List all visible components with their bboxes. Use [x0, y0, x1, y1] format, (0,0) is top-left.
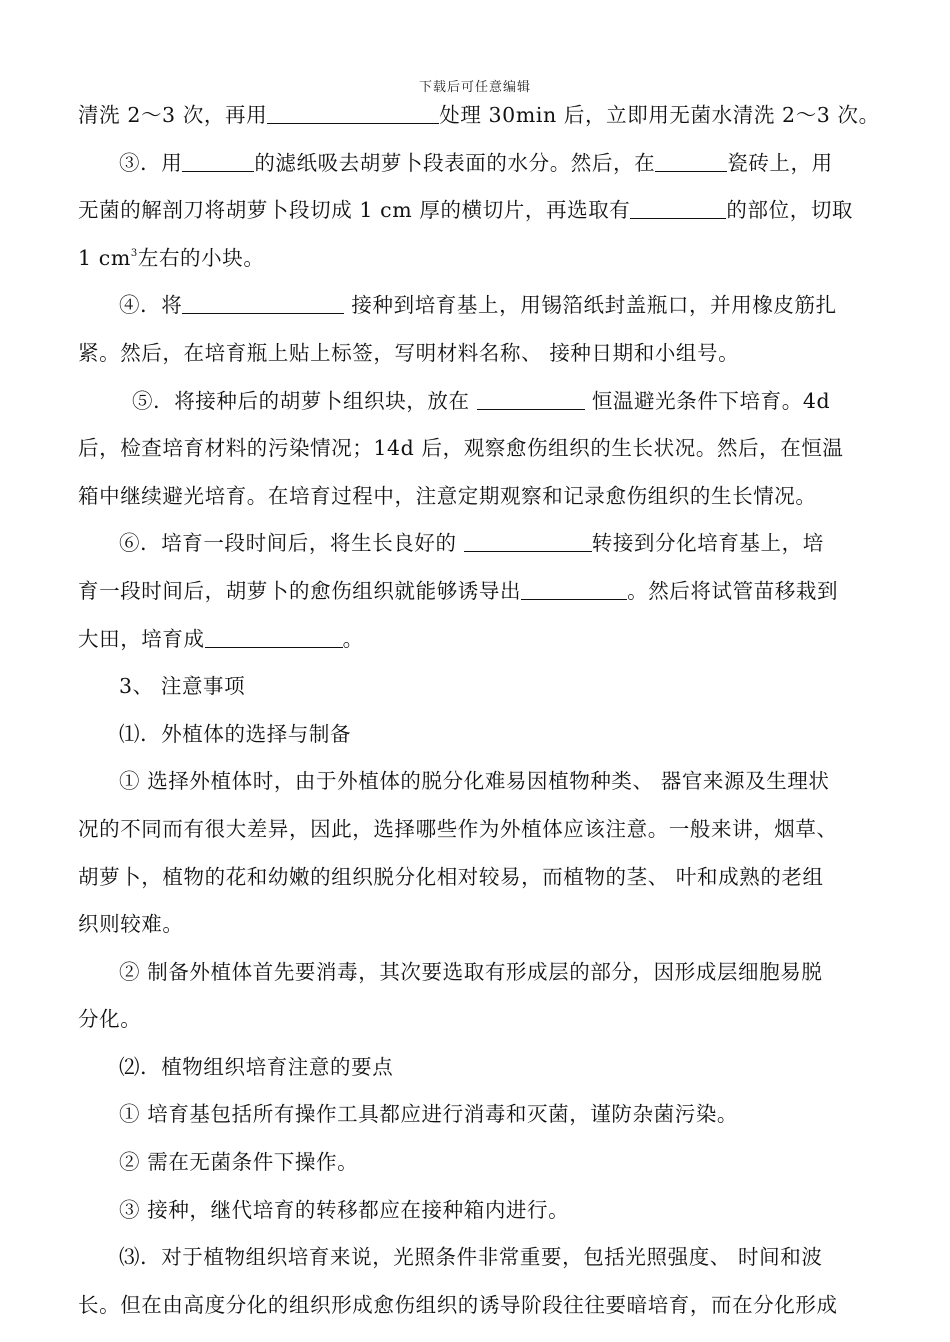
paragraph-line: 织则较难。: [78, 912, 184, 937]
text-run: 紧。然后，在培育瓶上贴上标签，写明材料名称、 接种日期和小组号。: [78, 340, 740, 365]
subsection-heading: ⑵．植物组织培育注意的要点: [119, 1054, 394, 1079]
text-run: 恒温避光条件下培育。4d: [584, 388, 831, 413]
list-item: ③ 接种，继代培育的转移都应在接种箱内进行。: [119, 1197, 570, 1222]
superscript: 3: [130, 247, 138, 259]
step3-line-1: [78, 140, 874, 188]
paragraph-line: 分化。: [78, 1007, 142, 1032]
step4-line-1: [78, 282, 874, 330]
fill-blank[interactable]: [267, 103, 439, 124]
text-run: 。: [342, 626, 364, 651]
step6-line-2: [78, 568, 874, 616]
subsection-heading: ⑴．外植体的选择与制备: [119, 721, 352, 746]
step4-line-2: [78, 330, 874, 378]
step3-line-3: [78, 235, 874, 283]
step6-line-3: [78, 616, 874, 664]
text-run: 无菌的解剖刀将胡萝卜段切成 1 cm 厚的横切片，再选取有: [78, 198, 631, 223]
paragraph-line: 长。但在由高度分化的组织形成愈伤组织的诱导阶段往往要暗培育，而在分化形成: [78, 1292, 838, 1317]
step6-line-1: [78, 520, 874, 568]
paragraph-line: ② 制备外植体首先要消毒，其次要选取有形成层的部分，因形成层细胞易脱: [119, 959, 823, 984]
step3-line-2: [78, 187, 874, 235]
text-run: 的部位，切取: [726, 198, 854, 223]
step5-line-2: [78, 425, 874, 473]
text-run: 瓷砖上，用: [727, 150, 833, 175]
text-run: 。然后将试管苗移栽到: [627, 578, 839, 603]
text-run: 育一段时间后，胡萝卜的愈伤组织就能够诱导出: [78, 578, 522, 603]
text-run: 的滤纸吸去胡萝卜段表面的水分。然后，在: [254, 150, 656, 175]
step2-tail-line: [78, 92, 880, 140]
text-run: 箱中继续避光培育。在培育过程中，注意定期观察和记录愈伤组织的生长情况。: [78, 483, 817, 508]
step5-line-3: [78, 473, 874, 521]
list-item: ② 需在无菌条件下操作。: [119, 1150, 359, 1175]
text-run: ④．将: [119, 293, 183, 318]
section-heading: 3、 注意事项: [119, 674, 246, 699]
text-run: 大田，培育成: [78, 626, 205, 651]
text-run: ③．用: [119, 150, 183, 175]
fill-blank[interactable]: [655, 151, 727, 172]
paragraph-line: ① 选择外植体时，由于外植体的脱分化难易因植物种类、 器官来源及生理状: [119, 769, 830, 794]
text-run: 接种到培育基上，用锡箔纸封盖瓶口，并用橡皮筋扎: [344, 293, 837, 318]
fill-blank[interactable]: [182, 293, 344, 314]
step5-line-1: [78, 378, 874, 426]
list-item: ① 培育基包括所有操作工具都应进行消毒和灭菌，谨防杂菌污染。: [119, 1102, 739, 1127]
paragraph-line: 况的不同而有很大差异，因此，选择哪些作为外植体应该注意。一般来讲，烟草、: [78, 816, 838, 841]
text-run: ⑥．培育一段时间后，将生长良好的: [119, 531, 464, 556]
paragraph-line: ⑶．对于植物组织培育来说，光照条件非常重要，包括光照强度、 时间和波: [119, 1245, 823, 1270]
page-header: 下载后可任意编辑: [418, 80, 531, 95]
fill-blank[interactable]: [464, 531, 592, 552]
text-run: 1 cm: [78, 245, 131, 270]
text-run: 处理 30min 后，立即用无菌水清洗 2～3 次。: [439, 103, 880, 127]
paragraph-line: 胡萝卜，植物的花和幼嫩的组织脱分化相对较易，而植物的茎、 叶和成熟的老组: [78, 864, 824, 889]
text-run: 后，检查培育材料的污染情况；14d 后，观察愈伤组织的生长状况。然后，在恒温: [78, 436, 844, 461]
text-run: 左右的小块。: [137, 245, 265, 270]
document-body: [78, 92, 880, 1329]
fill-blank[interactable]: [205, 627, 343, 648]
text-run: ⑤．将接种后的胡萝卜组织块，放在: [132, 388, 477, 413]
text-run: 转接到分化培育基上，培: [591, 531, 824, 556]
fill-blank[interactable]: [182, 151, 254, 172]
fill-blank[interactable]: [477, 389, 585, 410]
text-run: 清洗 2～3 次，再用: [78, 103, 268, 127]
fill-blank[interactable]: [630, 198, 726, 219]
fill-blank[interactable]: [521, 579, 627, 600]
